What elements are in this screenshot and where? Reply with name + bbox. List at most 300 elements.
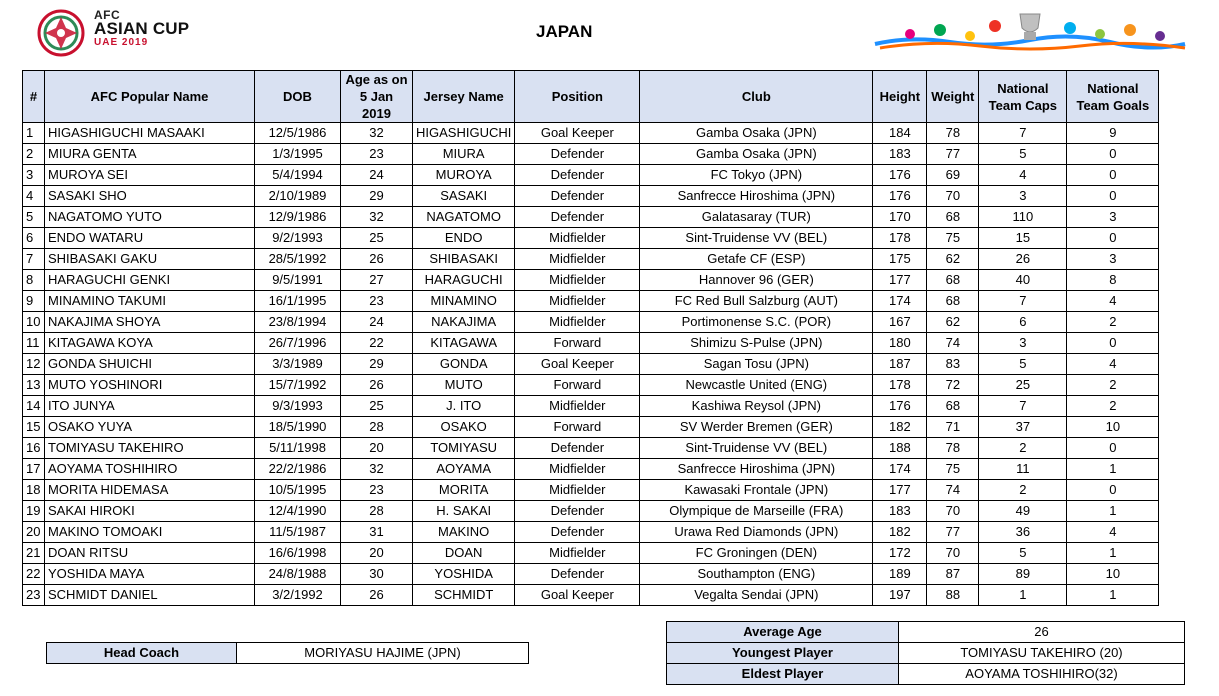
summary-value: TOMIYASU TAKEHIRO (20): [899, 643, 1185, 664]
player-caps: 40: [979, 270, 1067, 291]
player-goals: 3: [1067, 207, 1159, 228]
player-age: 23: [341, 291, 413, 312]
player-jersey-name: AOYAMA: [413, 459, 515, 480]
table-row: [23, 165, 1159, 186]
player-goals: 0: [1067, 438, 1159, 459]
player-goals: 10: [1067, 417, 1159, 438]
player-jersey-name: J. ITO: [413, 396, 515, 417]
player-position: Midfielder: [515, 396, 640, 417]
player-height: 174: [873, 291, 927, 312]
player-club: Shimizu S-Pulse (JPN): [640, 333, 873, 354]
logo-wordmark: [94, 8, 189, 50]
player-height: 167: [873, 312, 927, 333]
player-age: 20: [341, 543, 413, 564]
player-name: MUTO YOSHINORI: [45, 375, 255, 396]
player-height: 176: [873, 165, 927, 186]
player-height: 189: [873, 564, 927, 585]
player-position: Defender: [515, 564, 640, 585]
player-club: Sanfrecce Hiroshima (JPN): [640, 459, 873, 480]
player-position: Defender: [515, 144, 640, 165]
squad-header-row: [23, 71, 1159, 123]
player-dob: 26/7/1996: [255, 333, 341, 354]
player-jersey-name: GONDA: [413, 354, 515, 375]
table-row: [23, 459, 1159, 480]
player-age: 29: [341, 186, 413, 207]
player-goals: 0: [1067, 480, 1159, 501]
player-weight: 70: [927, 501, 979, 522]
player-weight: 88: [927, 585, 979, 606]
player-club: FC Groningen (DEN): [640, 543, 873, 564]
player-age: 25: [341, 396, 413, 417]
table-row: [23, 228, 1159, 249]
col-header: Age as on 5 Jan 2019: [341, 71, 413, 123]
player-jersey-name: SCHMIDT: [413, 585, 515, 606]
player-weight: 78: [927, 438, 979, 459]
player-caps: 25: [979, 375, 1067, 396]
player-weight: 83: [927, 354, 979, 375]
player-age: 26: [341, 249, 413, 270]
player-name: MINAMINO TAKUMI: [45, 291, 255, 312]
player-position: Forward: [515, 417, 640, 438]
player-number: 12: [23, 354, 45, 375]
player-position: Defender: [515, 501, 640, 522]
table-row: [23, 522, 1159, 543]
player-weight: 74: [927, 333, 979, 354]
page-title: JAPAN: [536, 22, 593, 41]
player-age: 32: [341, 123, 413, 144]
player-number: 16: [23, 438, 45, 459]
player-height: 182: [873, 417, 927, 438]
player-number: 17: [23, 459, 45, 480]
player-dob: 11/5/1987: [255, 522, 341, 543]
logo-line-asian-cup: ASIAN CUP: [94, 19, 190, 38]
player-number: 3: [23, 165, 45, 186]
player-weight: 62: [927, 312, 979, 333]
player-position: Goal Keeper: [515, 585, 640, 606]
player-jersey-name: NAKAJIMA: [413, 312, 515, 333]
player-height: 176: [873, 186, 927, 207]
squad-table-body: [23, 123, 1159, 606]
player-dob: 9/3/1993: [255, 396, 341, 417]
player-caps: 89: [979, 564, 1067, 585]
player-goals: 2: [1067, 396, 1159, 417]
player-jersey-name: MAKINO: [413, 522, 515, 543]
table-row: [23, 543, 1159, 564]
player-number: 8: [23, 270, 45, 291]
player-position: Midfielder: [515, 291, 640, 312]
player-jersey-name: MIURA: [413, 144, 515, 165]
table-row: [23, 291, 1159, 312]
head-coach-value: MORIYASU HAJIME (JPN): [237, 643, 529, 664]
player-age: 26: [341, 585, 413, 606]
afc-asian-cup-logo: [36, 8, 216, 58]
player-name: NAKAJIMA SHOYA: [45, 312, 255, 333]
player-position: Midfielder: [515, 480, 640, 501]
player-number: 7: [23, 249, 45, 270]
player-jersey-name: MUROYA: [413, 165, 515, 186]
player-club: Sint-Truidense VV (BEL): [640, 438, 873, 459]
player-name: NAGATOMO YUTO: [45, 207, 255, 228]
player-club: Vegalta Sendai (JPN): [640, 585, 873, 606]
player-club: FC Tokyo (JPN): [640, 165, 873, 186]
player-weight: 62: [927, 249, 979, 270]
table-row: [23, 480, 1159, 501]
table-row: [23, 333, 1159, 354]
player-height: 175: [873, 249, 927, 270]
head-coach-row: [47, 643, 529, 664]
player-dob: 12/4/1990: [255, 501, 341, 522]
player-age: 28: [341, 417, 413, 438]
player-age: 25: [341, 228, 413, 249]
table-row: [23, 123, 1159, 144]
player-name: KITAGAWA KOYA: [45, 333, 255, 354]
player-age: 32: [341, 207, 413, 228]
col-header: #: [23, 71, 45, 123]
player-height: 188: [873, 438, 927, 459]
player-number: 15: [23, 417, 45, 438]
player-age: 23: [341, 144, 413, 165]
player-age: 20: [341, 438, 413, 459]
page-header: [0, 0, 1219, 66]
player-jersey-name: ENDO: [413, 228, 515, 249]
player-weight: 72: [927, 375, 979, 396]
logo-line-uae: UAE 2019: [94, 37, 149, 48]
player-jersey-name: SHIBASAKI: [413, 249, 515, 270]
player-caps: 4: [979, 165, 1067, 186]
table-row: [23, 270, 1159, 291]
player-height: 172: [873, 543, 927, 564]
player-position: Midfielder: [515, 249, 640, 270]
player-caps: 110: [979, 207, 1067, 228]
player-height: 187: [873, 354, 927, 375]
player-number: 2: [23, 144, 45, 165]
player-caps: 2: [979, 480, 1067, 501]
player-weight: 74: [927, 480, 979, 501]
player-name: YOSHIDA MAYA: [45, 564, 255, 585]
player-name: TOMIYASU TAKEHIRO: [45, 438, 255, 459]
player-goals: 3: [1067, 249, 1159, 270]
player-weight: 68: [927, 207, 979, 228]
player-jersey-name: YOSHIDA: [413, 564, 515, 585]
player-height: 177: [873, 480, 927, 501]
player-position: Goal Keeper: [515, 123, 640, 144]
player-goals: 0: [1067, 228, 1159, 249]
player-age: 28: [341, 501, 413, 522]
player-age: 24: [341, 165, 413, 186]
player-club: Gamba Osaka (JPN): [640, 144, 873, 165]
player-goals: 4: [1067, 291, 1159, 312]
player-weight: 77: [927, 522, 979, 543]
logo-line-afc: AFC: [94, 8, 121, 22]
player-club: Newcastle United (ENG): [640, 375, 873, 396]
player-caps: 7: [979, 123, 1067, 144]
player-goals: 0: [1067, 186, 1159, 207]
col-header: Jersey Name: [413, 71, 515, 123]
player-number: 14: [23, 396, 45, 417]
player-name: MUROYA SEI: [45, 165, 255, 186]
player-number: 4: [23, 186, 45, 207]
player-weight: 77: [927, 144, 979, 165]
player-name: SASAKI SHO: [45, 186, 255, 207]
player-name: DOAN RITSU: [45, 543, 255, 564]
player-number: 1: [23, 123, 45, 144]
player-number: 18: [23, 480, 45, 501]
player-name: SHIBASAKI GAKU: [45, 249, 255, 270]
player-height: 178: [873, 228, 927, 249]
player-weight: 75: [927, 459, 979, 480]
summary-row: [667, 643, 1185, 664]
player-caps: 3: [979, 186, 1067, 207]
player-name: SAKAI HIROKI: [45, 501, 255, 522]
player-age: 30: [341, 564, 413, 585]
table-row: [23, 438, 1159, 459]
player-goals: 1: [1067, 459, 1159, 480]
table-row: [23, 564, 1159, 585]
col-header: DOB: [255, 71, 341, 123]
player-height: 184: [873, 123, 927, 144]
player-dob: 9/2/1993: [255, 228, 341, 249]
player-dob: 2/10/1989: [255, 186, 341, 207]
player-dob: 24/8/1988: [255, 564, 341, 585]
player-goals: 10: [1067, 564, 1159, 585]
player-jersey-name: OSAKO: [413, 417, 515, 438]
player-goals: 1: [1067, 501, 1159, 522]
player-weight: 71: [927, 417, 979, 438]
player-weight: 68: [927, 396, 979, 417]
player-position: Goal Keeper: [515, 354, 640, 375]
col-header: Club: [640, 71, 873, 123]
player-weight: 75: [927, 228, 979, 249]
player-weight: 68: [927, 291, 979, 312]
player-caps: 7: [979, 396, 1067, 417]
player-dob: 16/6/1998: [255, 543, 341, 564]
player-caps: 7: [979, 291, 1067, 312]
player-number: 23: [23, 585, 45, 606]
player-jersey-name: DOAN: [413, 543, 515, 564]
col-header: National Team Caps: [979, 71, 1067, 123]
player-goals: 0: [1067, 333, 1159, 354]
player-caps: 36: [979, 522, 1067, 543]
player-dob: 3/3/1989: [255, 354, 341, 375]
table-row: [23, 144, 1159, 165]
summary-table: [666, 621, 1185, 685]
summary-label: Average Age: [667, 622, 899, 643]
player-jersey-name: MORITA: [413, 480, 515, 501]
player-caps: 5: [979, 354, 1067, 375]
player-club: Southampton (ENG): [640, 564, 873, 585]
player-age: 32: [341, 459, 413, 480]
player-goals: 4: [1067, 354, 1159, 375]
player-name: GONDA SHUICHI: [45, 354, 255, 375]
player-age: 22: [341, 333, 413, 354]
player-dob: 18/5/1990: [255, 417, 341, 438]
player-name: HARAGUCHI GENKI: [45, 270, 255, 291]
player-height: 183: [873, 501, 927, 522]
table-row: [23, 249, 1159, 270]
player-weight: 78: [927, 123, 979, 144]
player-number: 22: [23, 564, 45, 585]
summary-value: 26: [899, 622, 1185, 643]
summary-row: [667, 622, 1185, 643]
player-position: Forward: [515, 333, 640, 354]
player-caps: 3: [979, 333, 1067, 354]
player-caps: 11: [979, 459, 1067, 480]
player-name: SCHMIDT DANIEL: [45, 585, 255, 606]
player-weight: 68: [927, 270, 979, 291]
player-goals: 9: [1067, 123, 1159, 144]
player-height: 170: [873, 207, 927, 228]
player-club: Urawa Red Diamonds (JPN): [640, 522, 873, 543]
logo-emblem-icon: [36, 8, 88, 58]
player-position: Midfielder: [515, 459, 640, 480]
player-age: 27: [341, 270, 413, 291]
player-caps: 1: [979, 585, 1067, 606]
player-position: Defender: [515, 165, 640, 186]
player-number: 5: [23, 207, 45, 228]
summary-label: Eldest Player: [667, 664, 899, 685]
player-jersey-name: NAGATOMO: [413, 207, 515, 228]
player-dob: 28/5/1992: [255, 249, 341, 270]
player-number: 19: [23, 501, 45, 522]
player-caps: 37: [979, 417, 1067, 438]
table-row: [23, 417, 1159, 438]
player-dob: 12/9/1986: [255, 207, 341, 228]
col-header: Height: [873, 71, 927, 123]
player-age: 29: [341, 354, 413, 375]
player-position: Midfielder: [515, 270, 640, 291]
player-position: Midfielder: [515, 228, 640, 249]
summary-label: Youngest Player: [667, 643, 899, 664]
player-jersey-name: MINAMINO: [413, 291, 515, 312]
player-name: AOYAMA TOSHIHIRO: [45, 459, 255, 480]
player-position: Defender: [515, 186, 640, 207]
player-goals: 0: [1067, 165, 1159, 186]
player-position: Midfielder: [515, 543, 640, 564]
summary-row: [667, 664, 1185, 685]
player-position: Defender: [515, 522, 640, 543]
col-header: AFC Popular Name: [45, 71, 255, 123]
player-caps: 15: [979, 228, 1067, 249]
player-weight: 70: [927, 186, 979, 207]
player-club: Gamba Osaka (JPN): [640, 123, 873, 144]
player-caps: 2: [979, 438, 1067, 459]
player-weight: 70: [927, 543, 979, 564]
player-caps: 49: [979, 501, 1067, 522]
player-club: Hannover 96 (GER): [640, 270, 873, 291]
player-club: Olympique de Marseille (FRA): [640, 501, 873, 522]
table-row: [23, 186, 1159, 207]
player-position: Forward: [515, 375, 640, 396]
table-row: [23, 585, 1159, 606]
player-number: 9: [23, 291, 45, 312]
player-name: MAKINO TOMOAKI: [45, 522, 255, 543]
player-position: Defender: [515, 438, 640, 459]
player-club: Sint-Truidense VV (BEL): [640, 228, 873, 249]
player-club: Sagan Tosu (JPN): [640, 354, 873, 375]
player-age: 31: [341, 522, 413, 543]
player-height: 183: [873, 144, 927, 165]
player-caps: 26: [979, 249, 1067, 270]
player-dob: 15/7/1992: [255, 375, 341, 396]
col-header: Position: [515, 71, 640, 123]
player-weight: 69: [927, 165, 979, 186]
player-height: 177: [873, 270, 927, 291]
player-position: Midfielder: [515, 312, 640, 333]
col-header: Weight: [927, 71, 979, 123]
head-coach-table: [46, 642, 529, 664]
player-age: 23: [341, 480, 413, 501]
player-dob: 9/5/1991: [255, 270, 341, 291]
col-header: National Team Goals: [1067, 71, 1159, 123]
player-dob: 16/1/1995: [255, 291, 341, 312]
player-goals: 1: [1067, 585, 1159, 606]
player-dob: 5/4/1994: [255, 165, 341, 186]
player-jersey-name: HIGASHIGUCHI: [413, 123, 515, 144]
table-row: [23, 501, 1159, 522]
player-name: HIGASHIGUCHI MASAAKI: [45, 123, 255, 144]
tournament-banner-icon: [870, 6, 1190, 56]
player-number: 20: [23, 522, 45, 543]
player-club: Kashiwa Reysol (JPN): [640, 396, 873, 417]
player-height: 174: [873, 459, 927, 480]
player-position: Defender: [515, 207, 640, 228]
player-dob: 3/2/1992: [255, 585, 341, 606]
player-club: Sanfrecce Hiroshima (JPN): [640, 186, 873, 207]
player-age: 26: [341, 375, 413, 396]
player-dob: 12/5/1986: [255, 123, 341, 144]
player-age: 24: [341, 312, 413, 333]
table-row: [23, 207, 1159, 228]
player-jersey-name: SASAKI: [413, 186, 515, 207]
player-name: ITO JUNYA: [45, 396, 255, 417]
player-caps: 6: [979, 312, 1067, 333]
player-number: 21: [23, 543, 45, 564]
player-jersey-name: TOMIYASU: [413, 438, 515, 459]
player-number: 10: [23, 312, 45, 333]
player-number: 13: [23, 375, 45, 396]
player-goals: 8: [1067, 270, 1159, 291]
player-height: 176: [873, 396, 927, 417]
player-caps: 5: [979, 144, 1067, 165]
player-jersey-name: HARAGUCHI: [413, 270, 515, 291]
player-caps: 5: [979, 543, 1067, 564]
player-goals: 0: [1067, 144, 1159, 165]
player-club: Kawasaki Frontale (JPN): [640, 480, 873, 501]
table-row: [23, 354, 1159, 375]
table-row: [23, 396, 1159, 417]
player-height: 182: [873, 522, 927, 543]
player-club: Galatasaray (TUR): [640, 207, 873, 228]
player-goals: 2: [1067, 375, 1159, 396]
player-dob: 1/3/1995: [255, 144, 341, 165]
squad-table: [22, 70, 1159, 606]
player-weight: 87: [927, 564, 979, 585]
player-name: OSAKO YUYA: [45, 417, 255, 438]
player-name: ENDO WATARU: [45, 228, 255, 249]
summary-value: AOYAMA TOSHIHIRO(32): [899, 664, 1185, 685]
player-jersey-name: MUTO: [413, 375, 515, 396]
player-goals: 2: [1067, 312, 1159, 333]
player-club: Portimonense S.C. (POR): [640, 312, 873, 333]
player-number: 11: [23, 333, 45, 354]
player-dob: 22/2/1986: [255, 459, 341, 480]
player-goals: 4: [1067, 522, 1159, 543]
player-jersey-name: KITAGAWA: [413, 333, 515, 354]
player-goals: 1: [1067, 543, 1159, 564]
player-height: 180: [873, 333, 927, 354]
head-coach-label: Head Coach: [47, 643, 237, 664]
table-row: [23, 312, 1159, 333]
